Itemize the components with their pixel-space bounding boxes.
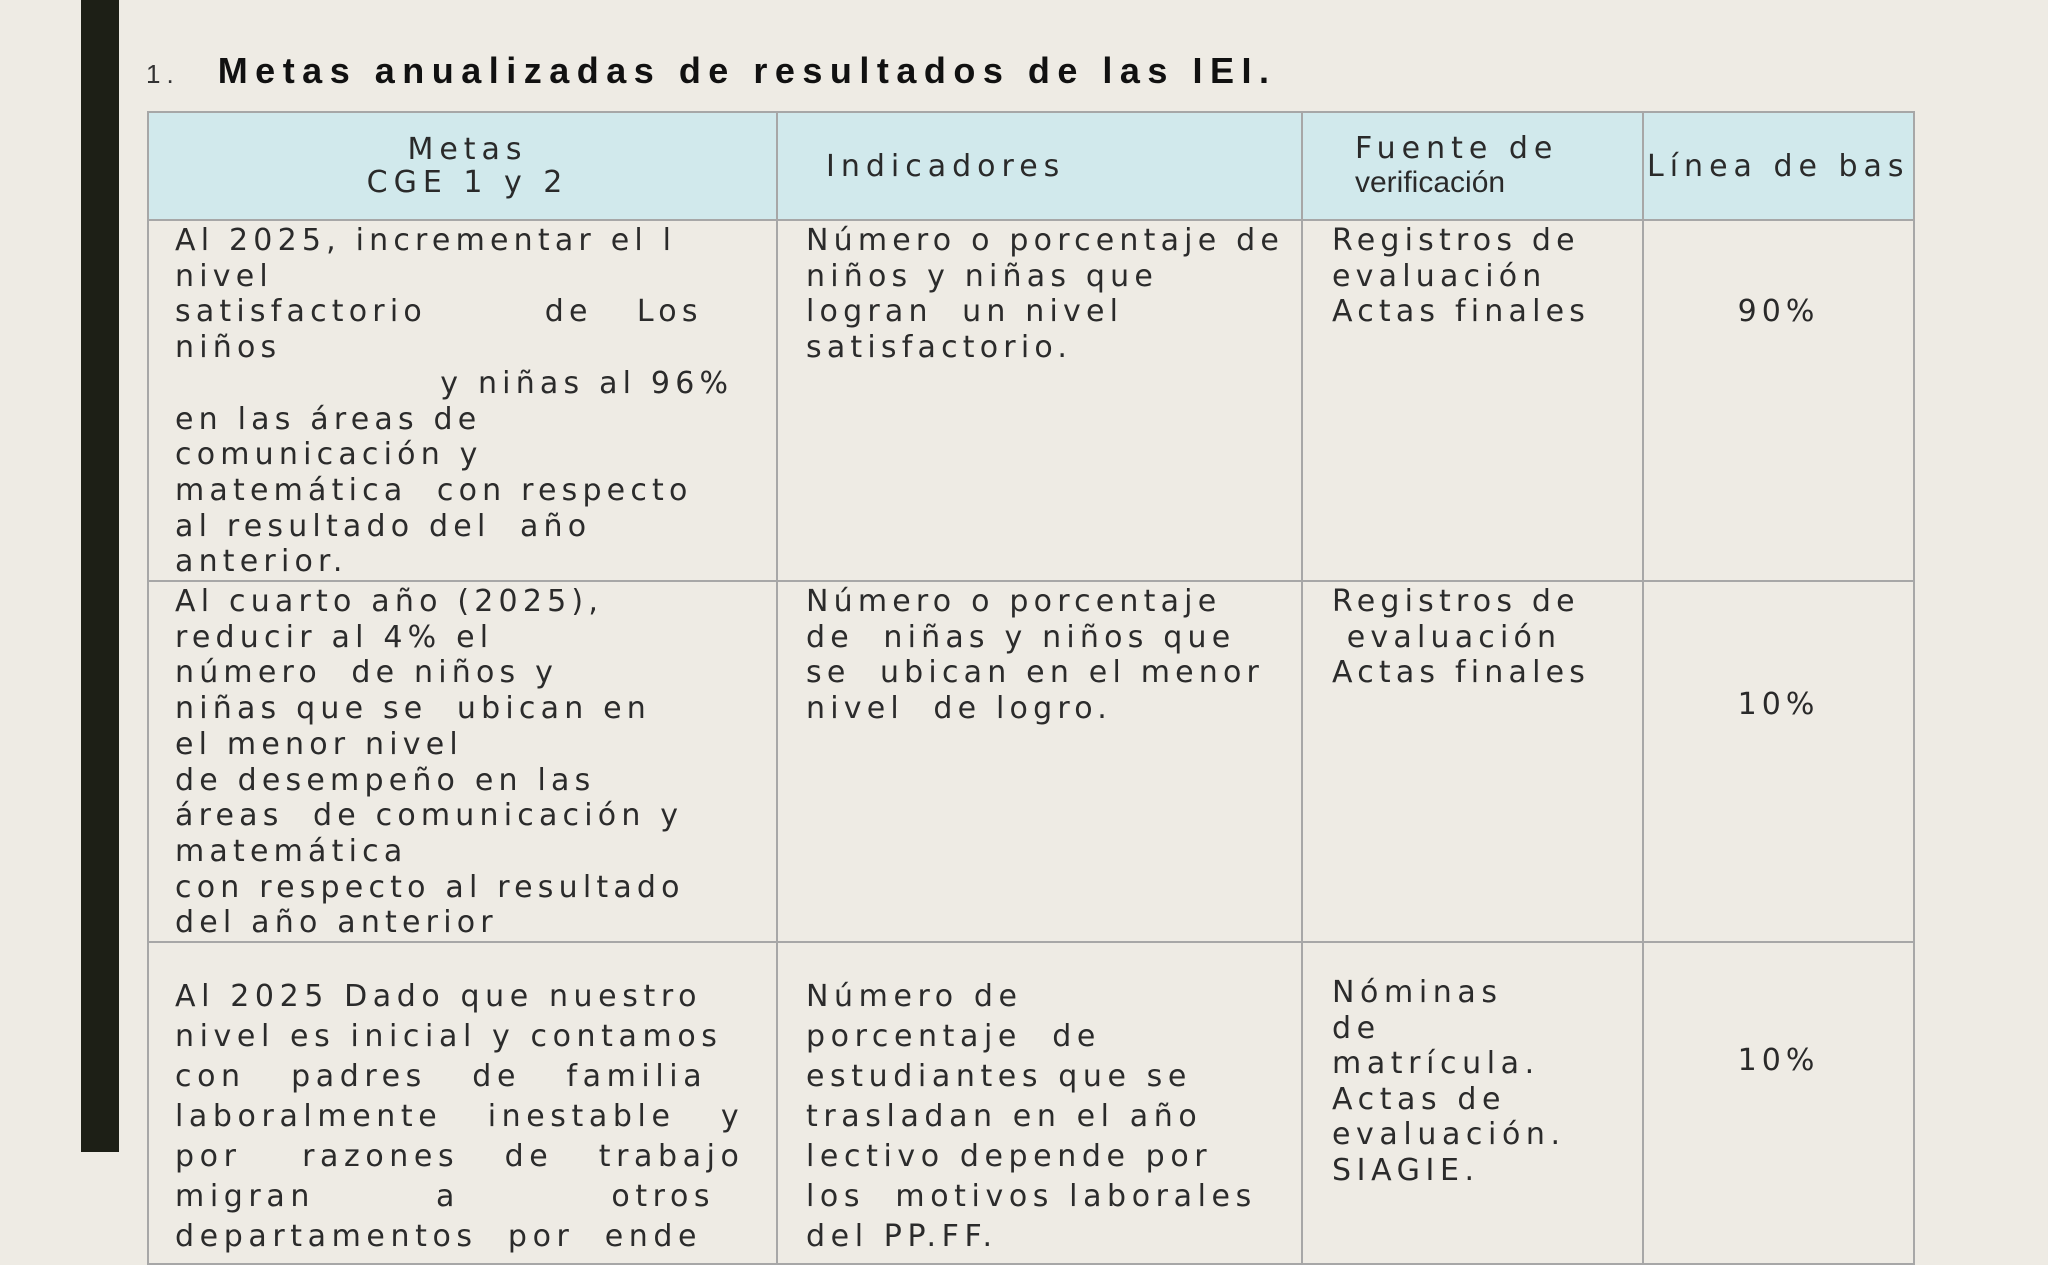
cell-linea-base (1643, 220, 1914, 581)
cell-meta (148, 581, 777, 942)
cell-fuente (1302, 942, 1643, 1264)
cell-fuente (1302, 581, 1643, 942)
fuente-text: Nóminas de matrícula. Actas de evaluación. SIAGIE. (1332, 975, 1566, 1188)
cell-linea-base (1643, 581, 1914, 942)
meta-text: Al 2025 Dado que nuestro nivel es inicial y contamos con padres de familia laboralmente inestable y por razones de trabajo migran a otros departamentos por ende (175, 979, 745, 1255)
header-linea-base (1643, 112, 1914, 220)
indicador-text: Número de porcentaje de estudiantes que se trasladan en el año lectivo depende por los motivos laborales del PP.FF. (806, 979, 1257, 1255)
header-fuente (1302, 112, 1643, 220)
section-heading (146, 50, 1276, 92)
linea-base-value: 10% (1737, 687, 1820, 723)
header-metas-line2: CGE 1 y 2 (366, 165, 569, 200)
cell-linea-base (1643, 942, 1914, 1264)
header-indicadores-label: Indicadores (826, 148, 1066, 184)
cell-meta (148, 942, 777, 1264)
header-metas-line1: Metas (407, 132, 528, 167)
table-row (148, 942, 1914, 1264)
cell-fuente (1302, 220, 1643, 581)
header-indicadores (777, 112, 1302, 220)
cell-indicador (777, 581, 1302, 942)
indicador-text: Número o porcentaje de niños y niñas que logran un nivel satisfactorio. (806, 223, 1285, 366)
header-metas (148, 112, 777, 220)
table-row (148, 581, 1914, 942)
header-fuente-line1: Fuente de (1355, 131, 1559, 166)
heading-title: Metas anualizadas de resultados de las IEI. (217, 50, 1277, 91)
goals-table-container (147, 111, 1913, 1255)
table-header-row (148, 112, 1914, 220)
cell-meta (148, 220, 777, 581)
indicador-text: Número o porcentaje de niñas y niños que se ubican en el menor nivel de logro. (806, 584, 1265, 727)
side-accent-bar (81, 0, 119, 1152)
header-fuente-line2: verificación (1355, 166, 1506, 199)
fuente-text: Registros de evaluación Actas finales (1332, 223, 1591, 330)
goals-table (147, 111, 1915, 1265)
linea-base-value: 90% (1737, 294, 1820, 329)
linea-base-value: 10% (1737, 1043, 1820, 1079)
heading-number: 1. (146, 59, 180, 89)
meta-text: Al 2025, incrementar el l nivel satisfactorio de Los niños y niñas al 96% en las áreas de comunicación y matemática con respecto al resultado del año anterior. (175, 223, 734, 580)
cell-indicador (777, 942, 1302, 1264)
meta-text: Al cuarto año (2025), reducir al 4% el número de niños y niñas que se ubican en el menor nivel de desempeño en las áreas de comunicación y matemática con respecto al resultado del año anterior (175, 584, 685, 941)
table-row (148, 220, 1914, 581)
cell-indicador (777, 220, 1302, 581)
fuente-text: Registros de evaluación Actas finales (1332, 584, 1591, 691)
header-linea-base-label: Línea de bas (1647, 148, 1910, 184)
